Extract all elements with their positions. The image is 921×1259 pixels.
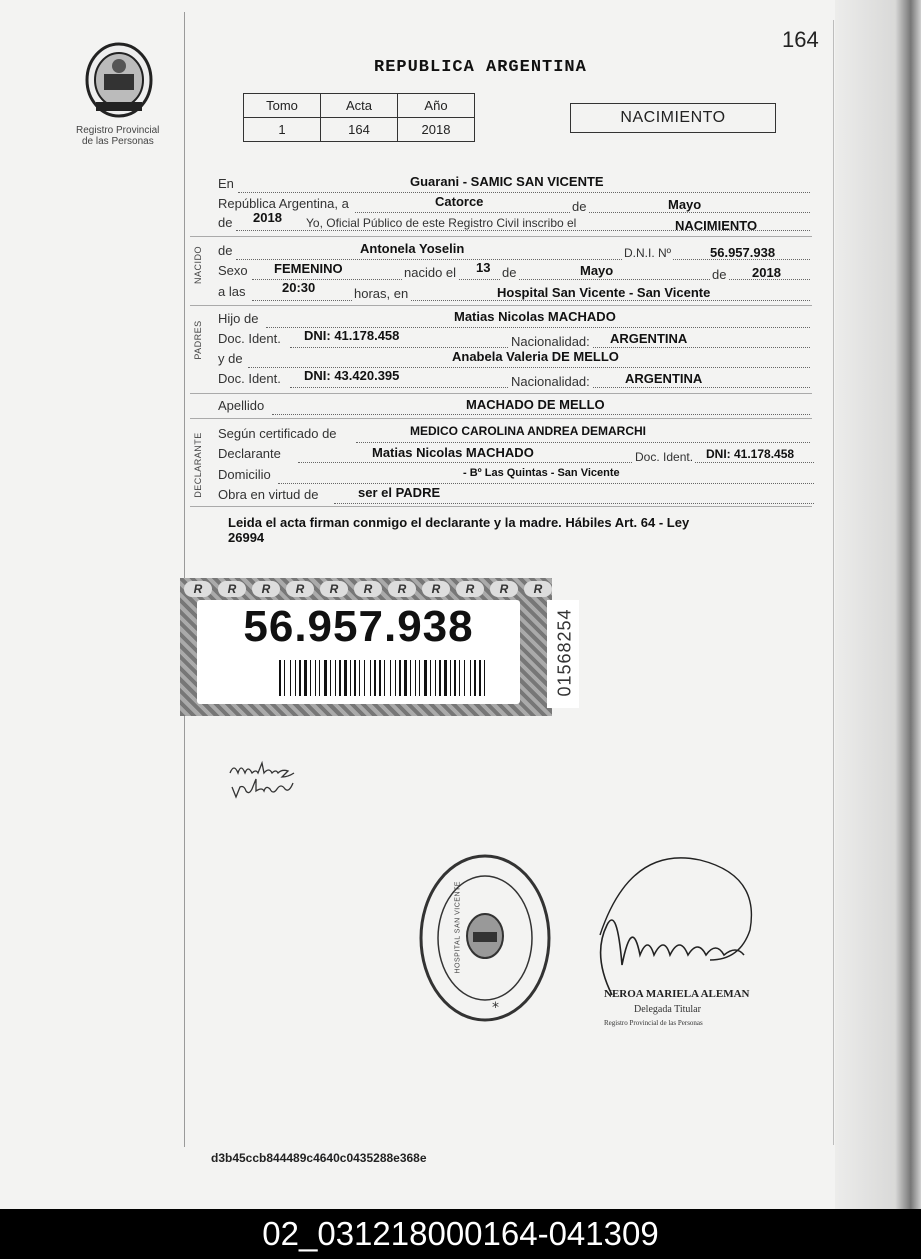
- registry-name-line1: Registro Provincial: [76, 125, 160, 136]
- r-mark: R: [490, 581, 518, 597]
- barcode-bar: [335, 660, 336, 696]
- sticker-serial: [547, 600, 579, 708]
- barcode-bar: [435, 660, 436, 696]
- label-de-year: de: [218, 215, 233, 230]
- value-sexo: FEMENINO: [274, 261, 343, 276]
- barcode-bar: [430, 660, 431, 696]
- sticker-r-band: [180, 578, 552, 600]
- value-apellido: MACHADO DE MELLO: [466, 397, 605, 412]
- dotted-line: [334, 503, 814, 504]
- dotted-line: [298, 462, 814, 463]
- value-declarante-doc: DNI: 41.178.458: [706, 447, 795, 461]
- label-doc-padre: Doc. Ident.: [218, 331, 281, 346]
- barcode-bar: [410, 660, 411, 696]
- sticker-dni-number: 56.957.938: [243, 602, 474, 651]
- dotted-line: [272, 414, 810, 415]
- value-nombre: Antonela Yoselin: [360, 241, 465, 256]
- header-acta: Acta: [321, 94, 398, 118]
- record-type-box: NACIMIENTO: [570, 103, 776, 133]
- signatory-title: Delegada Titular: [634, 1004, 701, 1015]
- value-inscribo: NACIMIENTO: [675, 218, 758, 233]
- r-mark: R: [524, 581, 552, 597]
- document-title: REPUBLICA ARGENTINA: [374, 58, 587, 77]
- r-mark: R: [252, 581, 280, 597]
- value-en: Guarani - SAMIC SAN VICENTE: [410, 174, 604, 189]
- r-mark: R: [422, 581, 450, 597]
- value-madre-doc: DNI: 43.420.395: [304, 368, 400, 383]
- value-declarante: Matias Nicolas MACHADO: [372, 445, 534, 460]
- section-divider: [190, 305, 812, 306]
- value-madre-nac: ARGENTINA: [625, 371, 703, 386]
- value-acta: 164: [321, 118, 398, 142]
- section-label-nacido: NACIDO: [193, 246, 203, 285]
- label-horas-en: horas, en: [354, 286, 409, 301]
- value-tomo: 1: [244, 118, 321, 142]
- value-year: 2018: [253, 210, 282, 225]
- dotted-line: [252, 300, 810, 301]
- value-madre: Anabela Valeria DE MELLO: [452, 349, 619, 364]
- handwritten-signatures: [226, 757, 330, 801]
- barcode-bar: [464, 660, 465, 696]
- value-nac-day: 13: [476, 260, 491, 275]
- label-y-de: y de: [218, 351, 243, 366]
- legal-note-line2: 26994: [228, 530, 265, 545]
- barcode-bar: [350, 660, 351, 696]
- label-hijo-de: Hijo de: [218, 311, 259, 326]
- r-mark: R: [218, 581, 246, 597]
- barcode-bar: [324, 660, 327, 696]
- stamp-inner-text: HOSPITAL SAN VICENTE: [454, 881, 462, 974]
- page-number: 164: [782, 27, 819, 52]
- barcode-bar: [310, 660, 311, 696]
- footer-id-bar: 02_031218000164-041309: [0, 1209, 921, 1259]
- label-a-las: a las: [218, 284, 246, 299]
- value-ano: 2018: [398, 118, 475, 142]
- barcode-bar: [444, 660, 447, 696]
- document-hash: d3b45ccb844489c4640c0435288e368e: [211, 1151, 427, 1165]
- barcode-bar: [419, 660, 420, 696]
- label-oficial: Yo, Oficial Público de este Registro Civil inscribo el: [306, 216, 577, 230]
- registry-name-line2: de las Personas: [82, 136, 154, 147]
- label-obra: Obra en virtud de: [218, 487, 319, 502]
- section-label-declarante: DECLARANTE: [193, 432, 203, 498]
- value-certificado: MEDICO CAROLINA ANDREA DEMARCHI: [410, 424, 646, 438]
- value-nac-year: 2018: [752, 265, 781, 280]
- barcode-bar: [370, 660, 371, 696]
- barcode-bar: [395, 660, 396, 696]
- dotted-line: [278, 483, 814, 484]
- barcode-bar: [459, 660, 460, 696]
- book-spine-shadow: [835, 0, 921, 1209]
- label-republica: República Argentina, a: [218, 196, 349, 211]
- label-de-nac-month: de: [502, 265, 517, 280]
- sticker-serial-number: 01568254: [554, 608, 575, 697]
- dni-sticker: [180, 578, 552, 716]
- section-divider: [190, 236, 812, 237]
- label-nac-padre: Nacionalidad:: [511, 334, 590, 349]
- label-doc-madre: Doc. Ident.: [218, 371, 281, 386]
- header-tomo: Tomo: [244, 94, 321, 118]
- barcode-bar: [330, 660, 331, 696]
- value-padre: Matias Nicolas MACHADO: [454, 309, 616, 324]
- barcode-bar: [304, 660, 307, 696]
- barcode-bar: [390, 660, 391, 696]
- label-en: En: [218, 176, 234, 191]
- barcode-bar: [290, 660, 291, 696]
- label-de-nac-year: de: [712, 267, 727, 282]
- barcode-bar: [439, 660, 441, 696]
- record-table: [243, 93, 475, 142]
- section-divider: [190, 506, 812, 507]
- barcode-bar: [344, 660, 347, 696]
- value-domicilio: - Bº Las Quintas - San Vicente: [463, 467, 620, 479]
- barcode-bar: [279, 660, 281, 696]
- label-declarante: Declarante: [218, 446, 281, 461]
- barcode-bar: [474, 660, 476, 696]
- value-dni: 56.957.938: [710, 245, 776, 260]
- label-sexo: Sexo: [218, 263, 248, 278]
- r-mark: R: [456, 581, 484, 597]
- barcode-bar: [319, 660, 320, 696]
- value-day-words: Catorce: [435, 194, 484, 209]
- label-nacido-el: nacido el: [404, 265, 457, 280]
- sticker-label: [197, 600, 520, 704]
- r-mark: R: [286, 581, 314, 597]
- r-mark: R: [320, 581, 348, 597]
- dotted-line: [238, 192, 810, 193]
- label-domicilio: Domicilio: [218, 467, 271, 482]
- label-doc-declarante: Doc. Ident.: [635, 450, 694, 464]
- barcode-bar: [315, 660, 316, 696]
- label-de: de: [572, 199, 587, 214]
- section-divider: [190, 418, 812, 419]
- barcode: [279, 660, 489, 696]
- barcode-bar: [359, 660, 360, 696]
- barcode-bar: [295, 660, 296, 696]
- value-month: Mayo: [668, 197, 702, 212]
- barcode-bar: [484, 660, 485, 696]
- dotted-line: [356, 442, 810, 443]
- official-stamp: [417, 852, 553, 1024]
- label-de-nombre: de: [218, 243, 233, 258]
- barcode-bar: [384, 660, 385, 696]
- value-padre-doc: DNI: 41.178.458: [304, 328, 400, 343]
- label-nac-madre: Nacionalidad:: [511, 374, 590, 389]
- value-padre-nac: ARGENTINA: [610, 331, 688, 346]
- barcode-bar: [354, 660, 356, 696]
- right-margin-line: [833, 20, 834, 1145]
- barcode-bar: [364, 660, 365, 696]
- barcode-bar: [299, 660, 301, 696]
- r-mark: R: [184, 581, 212, 597]
- registry-seal-logo: [80, 40, 158, 120]
- barcode-bar: [424, 660, 427, 696]
- svg-text:*: *: [492, 1000, 499, 1016]
- signatory-org: Registro Provincial de las Personas: [604, 1019, 703, 1027]
- barcode-bar: [470, 660, 471, 696]
- section-divider: [190, 393, 812, 394]
- label-dni: D.N.I. Nº: [624, 246, 672, 260]
- barcode-bar: [404, 660, 407, 696]
- barcode-bar: [374, 660, 376, 696]
- signatory-name: NEROA MARIELA ALEMAN: [604, 988, 750, 1000]
- barcode-bar: [284, 660, 285, 696]
- barcode-bar: [379, 660, 381, 696]
- header-ano: Año: [398, 94, 475, 118]
- value-hora: 20:30: [282, 280, 316, 295]
- value-obra: ser el PADRE: [358, 485, 441, 500]
- label-apellido: Apellido: [218, 398, 265, 413]
- label-certificado: Según certificado de: [218, 426, 337, 441]
- barcode-bar: [339, 660, 341, 696]
- value-lugar: Hospital San Vicente - San Vicente: [497, 285, 711, 300]
- r-mark: R: [388, 581, 416, 597]
- r-mark: R: [354, 581, 382, 597]
- barcode-bar: [454, 660, 456, 696]
- barcode-bar: [479, 660, 481, 696]
- value-nac-month: Mayo: [580, 263, 614, 278]
- barcode-bar: [415, 660, 416, 696]
- barcode-bar: [450, 660, 451, 696]
- legal-note-line1: Leida el acta firman conmigo el declarante y la madre. Hábiles Art. 64 - Ley: [228, 515, 690, 530]
- section-label-padres: PADRES: [193, 320, 203, 360]
- barcode-bar: [399, 660, 401, 696]
